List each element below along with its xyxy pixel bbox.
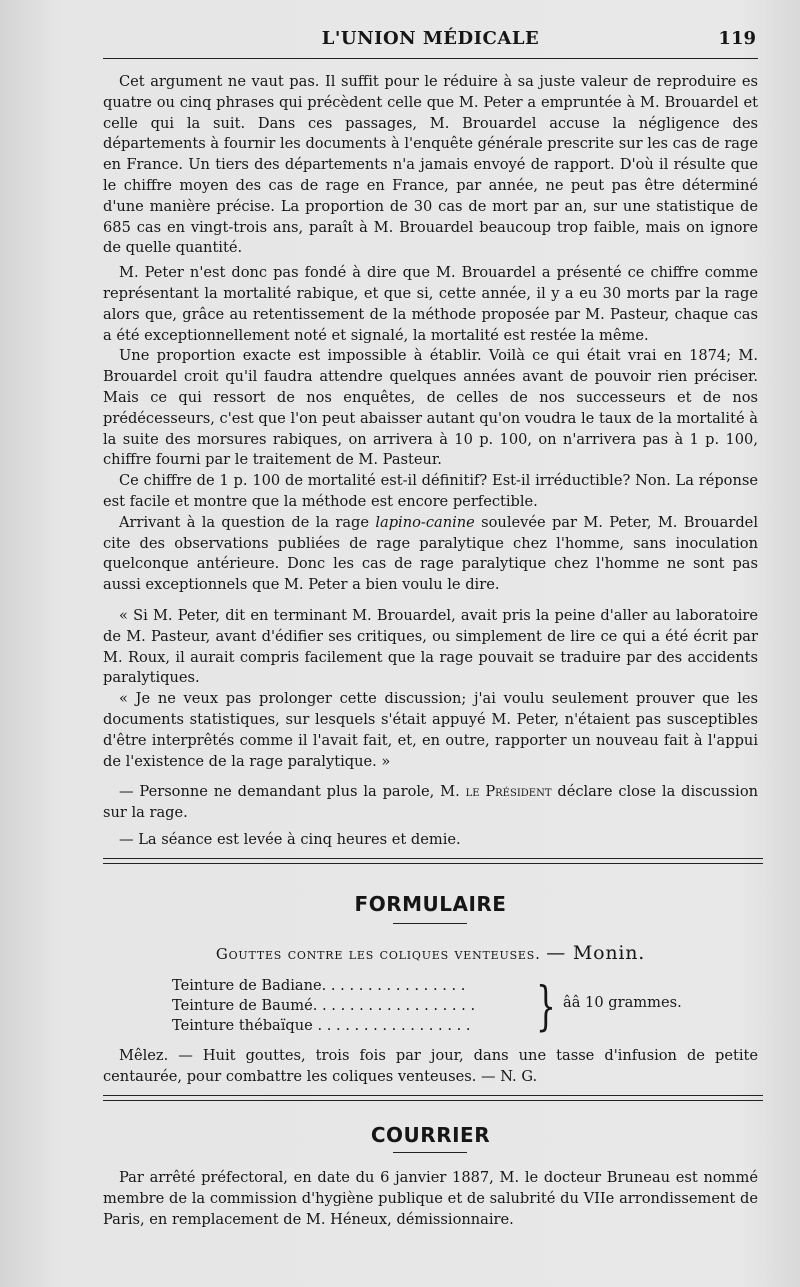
italic-term: lapino-canine (375, 513, 475, 531)
recipe-instructions (103, 1046, 758, 1088)
ingredient-row: Teinture thébaïque . . . . . . . . . . . . . . . . . (172, 1017, 471, 1034)
quote-paragraph: « Si M. Peter, dit en terminant M. Brouardel, avait pris la peine d'aller au laboratoire de M. Pasteur, avant d'édifier ses critiques, ou simplement de lire ce qui a été écrit par M. Roux, il aurait compris facilement que la rage pouvait se traduire par des accidents paralytiques. (103, 606, 758, 687)
page-number: 119 (718, 28, 756, 49)
title-underline (393, 923, 467, 924)
quote-paragraph: « Je ne veux pas prolonger cette discussion; j'ai voulu seulement prouver que les documents statistiques, sur lesquels s'était appuyé M. Peter, n'étaient pas susceptibles d'être interprêtés comme il l'avait fait, et, en outre, rapporter un nouveau fait à l'appui de l'existence de la rage paralytique. » (103, 690, 758, 770)
journal-title: L'UNION MÉDICALE (321, 28, 540, 49)
paragraph: Cet argument ne vaut pas. Il suffit pour le réduire à sa juste valeur de reproduire es quatre ou cinq phrases qui précèdent celle que M. Peter a empruntée à M. Brouardel et celle qui la suit. Dans ces passages, M. Brouardel accuse la négligence des départements à fournir les documents à l'enquête générale prescrite sur les cas de rage en France. Un tiers des départements n'a jamais envoyé de rapport. D'où il résulte que le chiffre moyen des cas de rage en France, par année, ne peut pas être déterminé d'une manière précise. La proportion de 30 cas de mort par an, sur une statistique de 685 cas en vingt-trois ans, paraît à M. Brouardel beaucoup trop faible, mais on ignore de quelle quantité. (103, 73, 758, 257)
closing-text: déclare close la discussion sur la rage. (103, 783, 758, 822)
closing-discussion (103, 782, 758, 824)
closing-text: — Personne ne demandant plus la parole, M. (119, 783, 466, 801)
title-underline (393, 1152, 467, 1153)
dose: ââ 10 grammes. (563, 994, 682, 1011)
page-header (103, 28, 758, 58)
courrier-body (103, 1168, 758, 1230)
courrier-title: COURRIER (370, 1123, 491, 1147)
article-body (103, 72, 758, 851)
paragraph: Arrivant à la question de la rage lapino-canine soulevée par M. Peter, M. Brouardel cite des observations publiées de rage paralytique chez l'homme, sans inoculation quelconque antérieure. Donc les cas de rage paralytique chez l'homme ne sont pas aussi exceptionnels que M. Peter a bien voulu le dire. (103, 513, 758, 594)
closing-seance: — La séance est levée à cinq heures et demie. (119, 830, 461, 848)
formulaire-title: FORMULAIRE (354, 892, 507, 916)
section-divider (103, 858, 763, 864)
paragraph: Ce chiffre de 1 p. 100 de mortalité est-il définitif? Est-il irréductible? Non. La réponse est facile et montre que la méthode est encore perfectible. (103, 472, 758, 510)
section-divider (103, 1095, 763, 1101)
courrier-paragraph: Par arrêté préfectoral, en date du 6 janvier 1887, M. le docteur Bruneau est nommé membre de la commission d'hygiène publique et de salubrité du VIIe arrondissement de Paris, en remplacement de M. Héneux, démissionnaire. (103, 1169, 758, 1228)
instructions-paragraph: Mêlez. — Huit gouttes, trois fois par jour, dans une tasse d'infusion de petite centaurée, pour combattre les coliques venteuses. — N. G. (103, 1047, 758, 1085)
recipe-author: — Monin. (546, 942, 646, 964)
brace-icon: } (536, 977, 556, 1037)
ingredient-row: Teinture de Badiane. . . . . . . . . . . . . . . . (172, 977, 466, 994)
header-rule (103, 58, 758, 59)
recipe-name: Gouttes contre les coliques venteuses. (215, 945, 541, 963)
ingredient-list (172, 976, 475, 1036)
recipe-title (103, 942, 758, 964)
paragraph: Une proportion exacte est impossible à établir. Voilà ce qui était vrai en 1874; M. Brouardel croit qu'il faudra attendre quelques années avant de pouvoir rien préciser. Mais ce qui ressort de nos enquêtes, de celles de nos successeurs et de nos prédécesseurs, c'est que l'on peut abaisser autant qu'on voudra le taux de la mortalité à la suite des morsures rabiques, on arrivera à 10 p. 100, on n'arrivera pas à 1 p. 100, chiffre fourni par le traitement de M. Pasteur. (103, 347, 758, 469)
paragraph: M. Peter n'est donc pas fondé à dire que M. Brouardel a présenté ce chiffre comme représentant la mortalité rabique, et que si, cette année, il y a eu 30 morts par la rage alors que, grâce au retentissement de la méthode proposée par M. Pasteur, chaque cas a été exceptionnellement noté et signalé, la mortalité est restée la même. (103, 264, 758, 344)
president-label: le Président (465, 783, 552, 801)
ingredient-row: Teinture de Baumé. . . . . . . . . . . . . . . . . . (172, 997, 476, 1014)
